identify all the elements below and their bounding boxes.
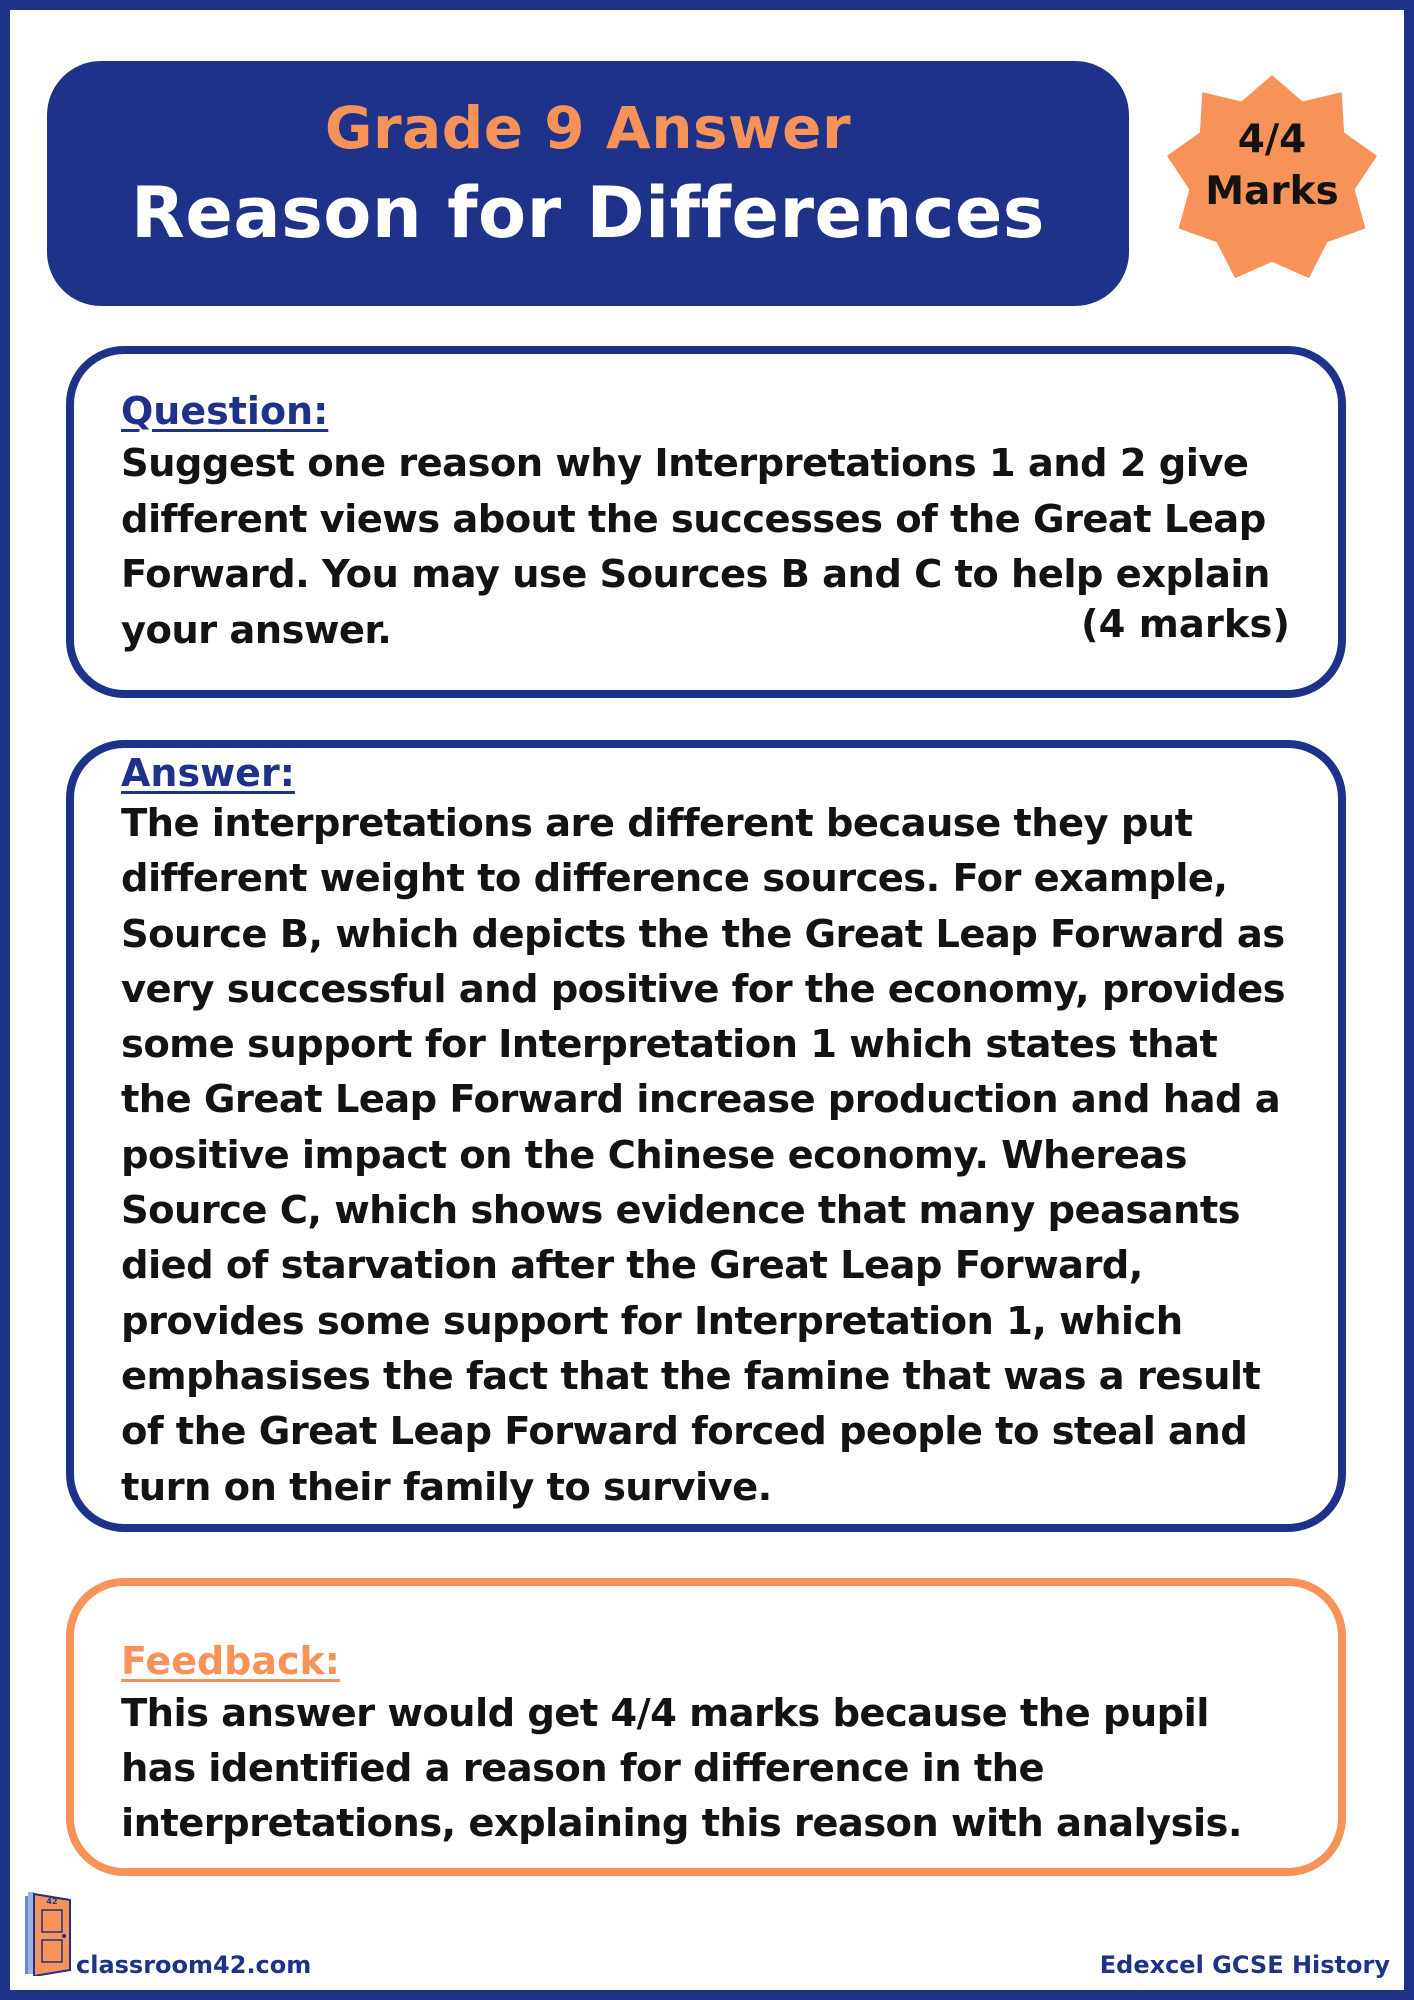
question-marks: (4 marks) [1081,602,1290,647]
door-logo-icon [24,1890,74,1976]
answer-card [66,740,1346,1532]
answer-heading: Answer: [121,751,295,795]
marks-badge-text [1164,114,1380,218]
feedback-card [66,1578,1346,1876]
header-subtitle: Grade 9 Answer [324,94,852,162]
marks-badge-label: Marks [1205,169,1339,214]
marks-badge [1164,72,1380,278]
marks-badge-score: 4/4 [1237,117,1307,162]
question-text: Suggest one reason why Interpretations 1 and 2 give different views about the successes of the Great Leap Forward. You may use Sources B and C to help explain your answer. [121,441,1270,653]
question-card [66,346,1346,698]
question-heading: Question: [121,389,329,433]
footer-course-label: Edexcel GCSE History [1099,1951,1390,1979]
answer-text: The interpretations are different because they put different weight to difference sources. For example, Source B, which depicts the the Great Leap Forward as very successful and positive for the economy, provides some support for Interpretation 1 which states that the Great Leap Forward increase production and had a positive impact on the Chinese economy. Whereas Source C, which shows evidence that many peasants died of starvation after the Great Leap Forward, provides some support for Interpretation 1, which emphasises the fact that the famine that was a result of the Great Leap Forward forced people to steal and turn on their family to survive. [121,801,1285,1510]
logo-number: 42 [46,1897,58,1906]
feedback-heading: Feedback: [121,1639,341,1683]
feedback-text: This answer would get 4/4 marks because the pupil has identified a reason for difference in the interpretations, explaining this reason with analysis. [121,1691,1242,1846]
footer-site-link[interactable]: classroom42.com [76,1951,312,1979]
header-banner [47,61,1129,306]
page-title: Reason for Differences [131,172,1045,254]
